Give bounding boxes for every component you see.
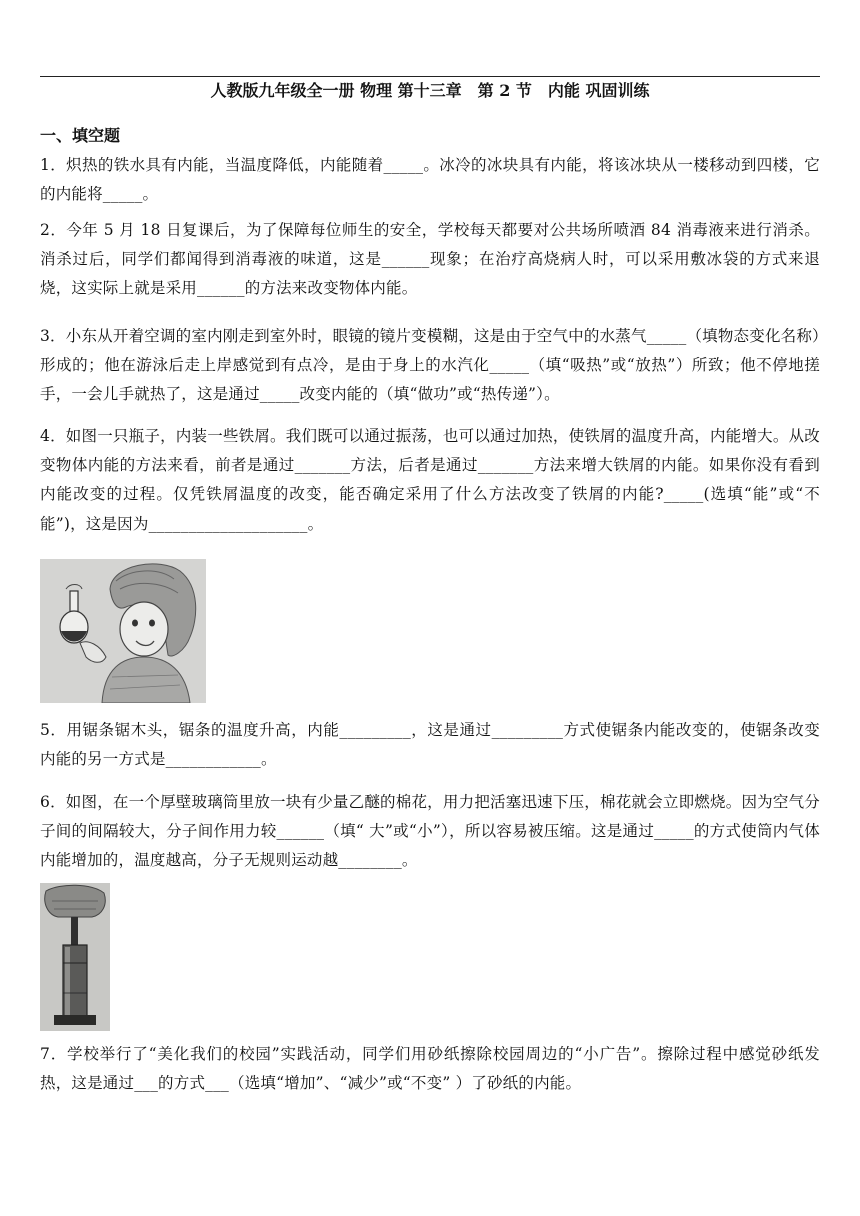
- question-3: 3．小东从开着空调的室内刚走到室外时，眼镜的镜片变模糊，这是由于空气中的水蒸气_____（填物态变化名称）形成的；他在游泳后走上岸感觉到有点冷，是由于身上的水汽化_____（填“吸热”或“放热”）所致；他不停地搓手，一会儿手就热了，这是通过_____改变内能的（填“做功”或“热传递”）。: [40, 327, 820, 404]
- piston-cylinder-illustration: [40, 883, 110, 1031]
- page-title: 人教版九年级全一册 物理 第十三章 第 2 节 内能 巩固训练: [210, 81, 650, 100]
- section-heading: 一、填空题: [40, 126, 121, 145]
- figure-girl-holding-flask: [40, 559, 206, 703]
- question-2: 2．今年 5 月 18 日复课后，为了保障每位师生的安全，学校每天都要对公共场所喷酒 84 消毒液来进行消杀。消杀过后，同学们都闻得到消毒液的味道，这是______现象；在治疗高烧病人时，可以采用敷冰袋的方式来退烧，这实际上就是采用______的方法来改变物体内能。: [40, 221, 820, 298]
- girl-flask-illustration: [40, 559, 206, 703]
- question-1: 1．炽热的铁水具有内能，当温度降低，内能随着_____。冰冷的冰块具有内能，将该冰块从一楼移动到四楼，它的内能将_____。: [40, 156, 820, 204]
- header-rule: [40, 76, 820, 77]
- figure-piston-cylinder: [40, 883, 110, 1031]
- question-5: 5．用锯条锯木头，锯条的温度升高，内能_________，这是通过_________方式使锯条内能改变的，使锯条改变内能的另一方式是____________。: [40, 721, 820, 769]
- question-4: 4．如图一只瓶子，内装一些铁屑。我们既可以通过振荡，也可以通过加热，使铁屑的温度升高，内能增大。从改变物体内能的方法来看，前者是通过_______方法，后者是通过_______方法来增大铁屑的内能。如果你没有看到内能改变的过程。仅凭铁屑温度的改变，能否确定采用了什么方法改变了铁屑的内能?_____(选填“能”或“不能”)，这是因为____________________。: [40, 427, 820, 533]
- question-6: 6．如图，在一个厚壁玻璃筒里放一块有少量乙醚的棉花，用力把活塞迅速下压，棉花就会立即燃烧。因为空气分子间的间隔较大，分子间作用力较______（填“ 大”或“小”），所以容易被压缩。这是通过_____的方式使筒内气体内能增加的，温度越高，分子无规则运动越________。: [40, 793, 820, 870]
- question-7: 7．学校举行了“美化我们的校园”实践活动，同学们用砂纸擦除校园周边的“小广告”。擦除过程中感觉砂纸发热，这是通过___的方式___（选填“增加”、“减少”或“不变” ）了砂纸的内能。: [40, 1045, 820, 1093]
